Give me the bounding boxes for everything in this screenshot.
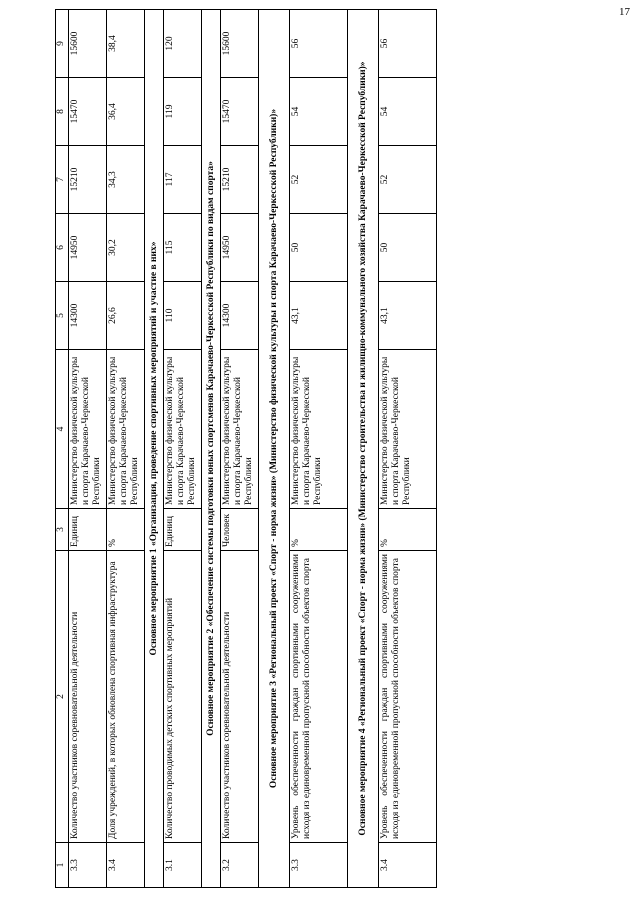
executor-cell: Министерство физической культуры и спорта Карачаево-Черкесской Республики <box>164 350 202 509</box>
value-cell: 52 <box>379 146 437 214</box>
value-cell: 120 <box>164 10 202 78</box>
table-row <box>69 10 107 888</box>
unit-cell: % <box>290 509 348 551</box>
executor-cell: Министерство физической культуры и спорта Карачаево-Черкесской Республики <box>290 350 348 509</box>
unit-cell: % <box>379 509 437 551</box>
value-cell: 50 <box>290 214 348 282</box>
indicators-table <box>55 9 437 888</box>
section-row <box>202 10 221 888</box>
section-title: Основное мероприятие 4 «Региональный проект «Спорт - норма жизни» (Министерство строительства и жилищно-коммунального хозяйства Карачаево-Черкесской Республики)» <box>348 10 379 888</box>
value-cell: 54 <box>290 78 348 146</box>
value-cell: 15210 <box>69 146 107 214</box>
value-cell: 56 <box>379 10 437 78</box>
value-cell: 14300 <box>69 282 107 350</box>
executor-cell: Министерство физической культуры и спорта Карачаево-Черкесской Республики <box>69 350 107 509</box>
value-cell: 15470 <box>69 78 107 146</box>
row-number: 3.1 <box>164 843 202 888</box>
value-cell: 30,2 <box>107 214 145 282</box>
table-row <box>221 10 259 888</box>
table-row <box>164 10 202 888</box>
indicator-name: Количество участников соревновательной деятельности <box>69 551 107 843</box>
header-cell: 2 <box>56 551 69 843</box>
value-cell: 14950 <box>69 214 107 282</box>
value-cell: 15210 <box>221 146 259 214</box>
executor-cell: Министерство физической культуры и спорта Карачаево-Черкесской Республики <box>379 350 437 509</box>
header-cell: 6 <box>56 214 69 282</box>
value-cell: 43,1 <box>290 282 348 350</box>
executor-cell: Министерство физической культуры и спорта Карачаево-Черкесской Республики <box>221 350 259 509</box>
value-cell: 14950 <box>221 214 259 282</box>
unit-cell: % <box>107 509 145 551</box>
section-row <box>259 10 290 888</box>
indicator-name: Количество проводимых детских спортивных мероприятий <box>164 551 202 843</box>
value-cell: 119 <box>164 78 202 146</box>
table-row <box>107 10 145 888</box>
value-cell: 36,4 <box>107 78 145 146</box>
value-cell: 50 <box>379 214 437 282</box>
value-cell: 117 <box>164 146 202 214</box>
header-cell: 3 <box>56 509 69 551</box>
indicator-name: Доля учреждений, в которых обновлена спортивная инфраструктура <box>107 551 145 843</box>
header-cell: 7 <box>56 146 69 214</box>
value-cell: 110 <box>164 282 202 350</box>
value-cell: 54 <box>379 78 437 146</box>
value-cell: 115 <box>164 214 202 282</box>
rotated-page <box>55 10 441 888</box>
header-cell: 5 <box>56 282 69 350</box>
section-title: Основное мероприятие 2 «Обеспечение системы подготовки юных спортсменов Карачаево-Черкесской Республики по видам спорта» <box>202 10 221 888</box>
row-number: 3.4 <box>379 843 437 888</box>
unit-cell: Единиц <box>164 509 202 551</box>
row-number: 3.3 <box>69 843 107 888</box>
indicator-name: Уровень обеспеченности граждан спортивными сооружениями исходя из единовременной пропускной способности объектов спорта <box>290 551 348 843</box>
value-cell: 15600 <box>221 10 259 78</box>
value-cell: 15600 <box>69 10 107 78</box>
value-cell: 26,6 <box>107 282 145 350</box>
header-row <box>56 10 69 888</box>
header-cell: 8 <box>56 78 69 146</box>
section-row <box>145 10 164 888</box>
indicator-name: Количество участников соревновательной деятельности <box>221 551 259 843</box>
value-cell: 34,3 <box>107 146 145 214</box>
value-cell: 14300 <box>221 282 259 350</box>
section-row <box>348 10 379 888</box>
table-row <box>290 10 348 888</box>
section-title: Основное мероприятие 3 «Региональный проект «Спорт - норма жизни» (Министерство физической культуры и спорта Карачаево-Черкесской Республики)» <box>259 10 290 888</box>
value-cell: 38,4 <box>107 10 145 78</box>
section-title: Основное мероприятие 1 «Организация, проведение спортивных мероприятий и участие в них» <box>145 10 164 888</box>
table-row <box>379 10 437 888</box>
row-number: 3.3 <box>290 843 348 888</box>
value-cell: 52 <box>290 146 348 214</box>
value-cell: 43,1 <box>379 282 437 350</box>
page-number: 17 <box>619 6 630 18</box>
unit-cell: Человек <box>221 509 259 551</box>
row-number: 3.2 <box>221 843 259 888</box>
header-cell: 9 <box>56 10 69 78</box>
header-cell: 4 <box>56 350 69 509</box>
value-cell: 56 <box>290 10 348 78</box>
header-cell: 1 <box>56 843 69 888</box>
unit-cell: Единиц <box>69 509 107 551</box>
indicator-name: Уровень обеспеченности граждан спортивными сооружениями исходя из единовременной пропускной способности объектов спорта <box>379 551 437 843</box>
value-cell: 15470 <box>221 78 259 146</box>
executor-cell: Министерство физической культуры и спорта Карачаево-Черкесской Республики <box>107 350 145 509</box>
row-number: 3.4 <box>107 843 145 888</box>
